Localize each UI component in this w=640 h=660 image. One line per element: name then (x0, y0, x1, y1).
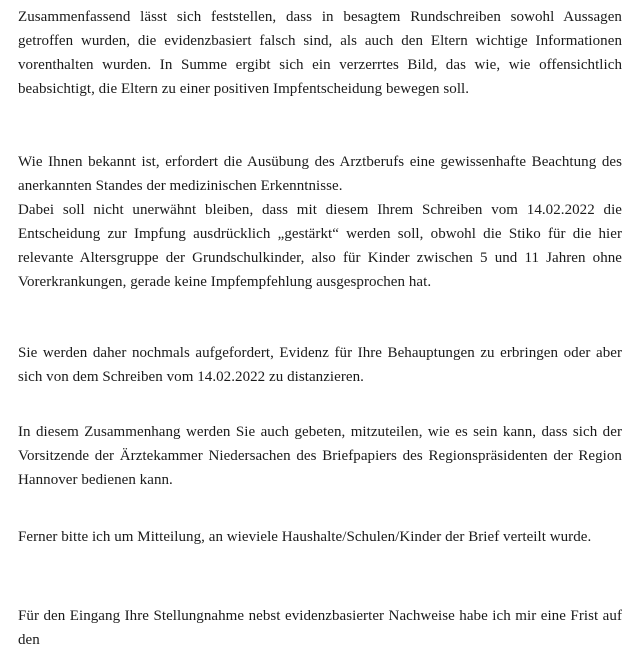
paragraph-letterhead-question: In diesem Zusammenhang werden Sie auch gebeten, mitzuteilen, wie es sein kann, dass sich der Vorsitzende der Ärztekammer Niedersachen des Briefpapiers des Regionspräsidenten der Region Hannover bedienen kann. (18, 424, 622, 488)
paragraph-deadline: Für den Eingang Ihre Stellungnahme nebst evidenzbasierter Nachweise habe ich mir eine Frist auf den (18, 608, 622, 648)
paragraph-distribution-question: Ferner bitte ich um Mitteilung, an wieviele Haushalte/Schulen/Kinder der Brief verteilt wurde. (18, 529, 592, 545)
paragraph-stiko-recommendation: Dabei soll nicht unerwähnt bleiben, dass mit diesem Ihrem Schreiben vom 14.02.2022 die Entscheidung zur Impfung ausdrücklich „gestärkt“ werden soll, obwohl die Stiko für die hier relevante Altersgruppe der Grundschulkinder, also für Kinder zwischen 5 und 11 Jahren ohne Vorerkrankungen, gerade keine Impfempfehlung ausgesprochen hat. (18, 202, 622, 290)
paragraph-summary: Zusammenfassend lässt sich feststellen, dass in besagtem Rundschreiben sowohl Aussagen getroffen wurden, die evidenzbasiert falsch sind, als auch den Eltern wichtige Informationen vorenthalten wurden. In Summe ergibt sich ein verzerrtes Bild, das wie, wie offensichtlich beabsichtigt, die Eltern zu einer positiven Impfentscheidung bewegen soll. (18, 9, 622, 97)
paragraph-medical-standard: Wie Ihnen bekannt ist, erfordert die Ausübung des Arztberufs eine gewissenhafte Beachtung des anerkannten Standes der medizinischen Erkenntnisse. (18, 154, 622, 194)
paragraph-block-standards (18, 150, 622, 294)
paragraph-evidence-request: Sie werden daher nochmals aufgefordert, Evidenz für Ihre Behauptungen zu erbringen oder aber sich von dem Schreiben vom 14.02.2022 zu distanzieren. (18, 345, 622, 385)
